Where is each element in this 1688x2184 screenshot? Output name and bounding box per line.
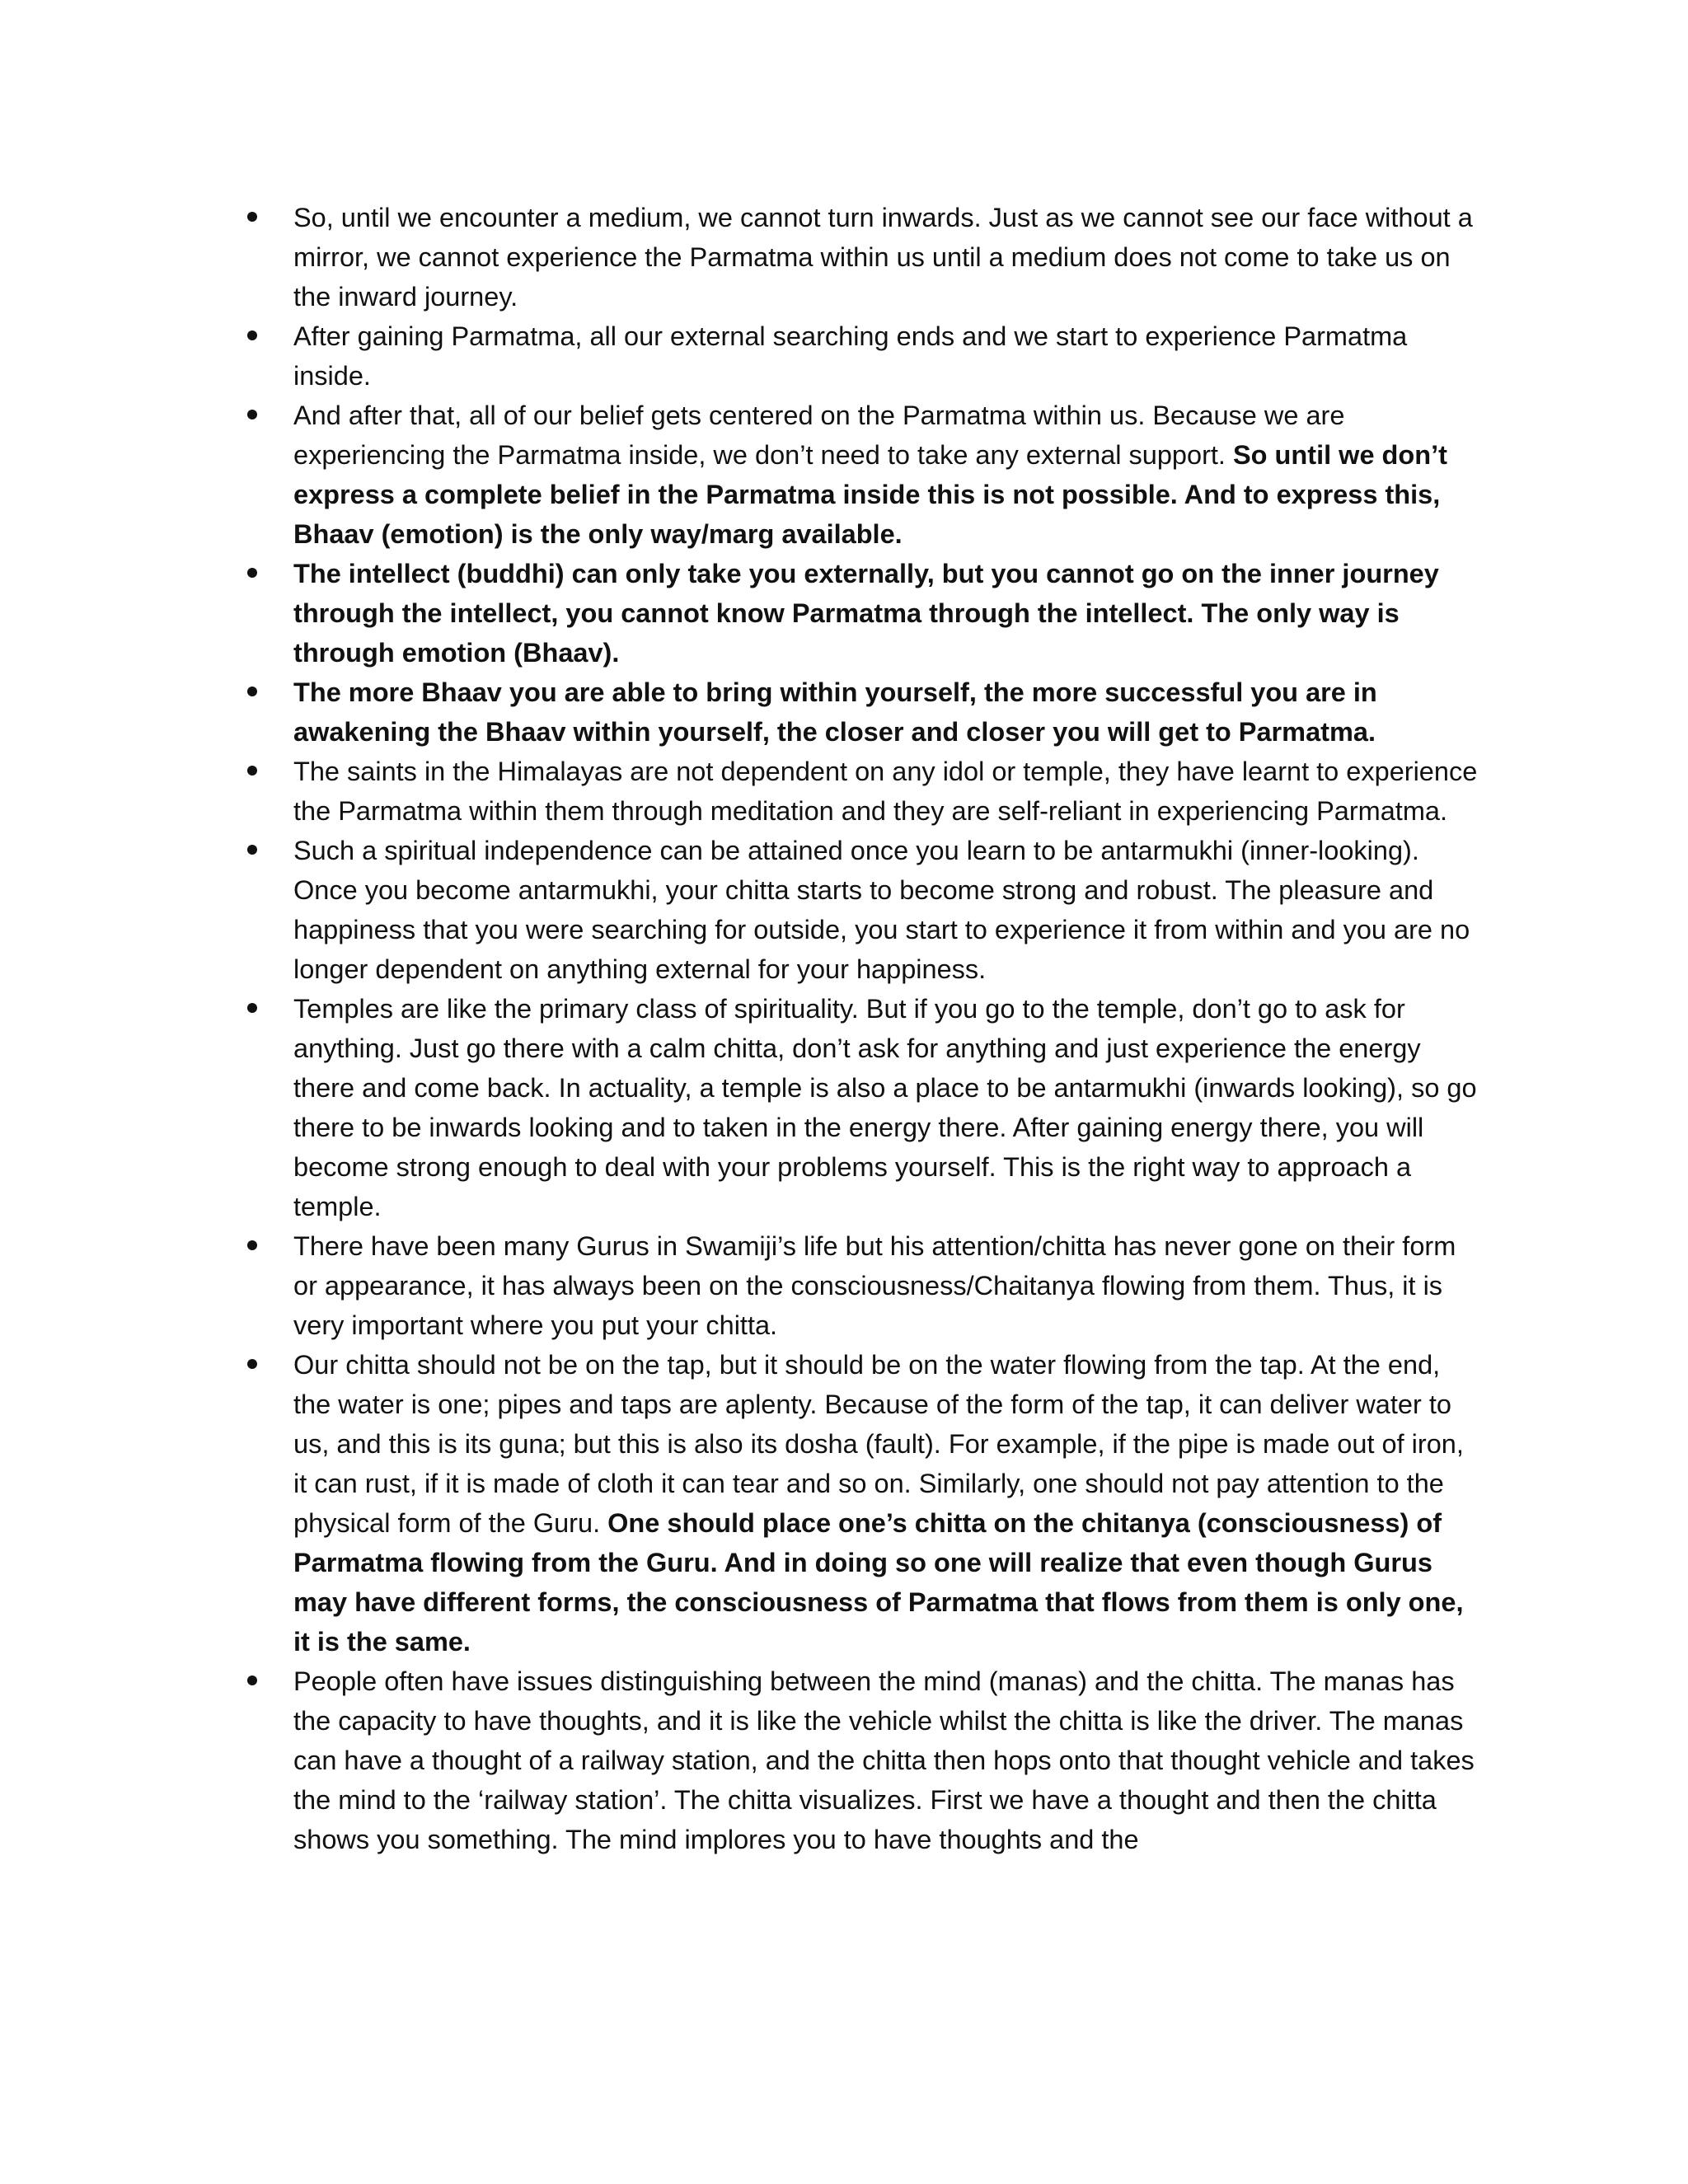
list-item: [247, 1226, 1484, 1345]
list-item-text: [293, 831, 1484, 989]
bullet-icon: [247, 212, 257, 222]
bold-text-run: The more Bhaav you are able to bring within yourself, the more successful you are in awakening the Bhaav within yourself, the closer and closer you will get to Parmatma.: [293, 677, 1377, 747]
bullet-icon: [247, 568, 257, 578]
list-item-text: [293, 1226, 1484, 1345]
text-run: The saints in the Himalayas are not dependent on any idol or temple, they have learnt to experience the Parmatma within them through meditation and they are self-reliant in experiencing Parmatma.: [293, 757, 1478, 826]
text-run: So, until we encounter a medium, we cannot turn inwards. Just as we cannot see our face without a mirror, we cannot experience the Parmatma within us until a medium does not come to take us on the inward journey.: [293, 203, 1473, 312]
text-run: There have been many Gurus in Swamiji’s life but his attention/chitta has never gone on their form or appearance, it has always been on the consciousness/Chaitanya flowing from them. Thus, it is very important where you put your chitta.: [293, 1231, 1456, 1340]
text-run: Such a spiritual independence can be attained once you learn to be antarmukhi (inner-looking). Once you become antarmukhi, your chitta starts to become strong and robust. The pleasure and happiness that you were searching for outside, you start to experience it from within and you are no longer dependent on anything external for your happiness.: [293, 836, 1470, 984]
bullet-icon: [247, 845, 257, 855]
list-item: [247, 198, 1484, 316]
list-item: [247, 1661, 1484, 1859]
text-run: After gaining Parmatma, all our external searching ends and we start to experience Parmatma inside.: [293, 321, 1408, 391]
list-item-text: [293, 752, 1484, 831]
text-run: Our chitta should not be on the tap, but it should be on the water flowing from the tap. At the end, the water is one; pipes and taps are aplenty. Because of the form of the tap, it can deliver water to us, and this is its guna; but this is also its dosha (fault). For example, if the pipe is made out of iron, it can rust, if it is made of cloth it can tear and so on. Similarly, one should not pay attention to the physical form of the Guru.: [293, 1350, 1464, 1538]
bold-text-run: So until we don’t express a complete belief in the Parmatma inside this is not possible. And to express this, Bhaav (emotion) is the only way/marg available.: [293, 440, 1447, 549]
list-item-text: [293, 1345, 1484, 1661]
bullet-icon: [247, 410, 257, 419]
bullet-list: [247, 198, 1484, 1859]
bullet-icon: [247, 687, 257, 696]
list-item: [247, 989, 1484, 1226]
list-item: [247, 396, 1484, 554]
text-run: People often have issues distinguishing between the mind (manas) and the chitta. The manas has the capacity to have thoughts, and it is like the vehicle whilst the chitta is like the driver. The manas can have a thought of a railway station, and the chitta then hops onto that thought vehicle and takes the mind to the ‘railway station’. The chitta visualizes. First we have a thought and then the chitta shows you something. The mind implores you to have thoughts and the: [293, 1666, 1475, 1854]
bullet-icon: [247, 1359, 257, 1369]
list-item-text: [293, 316, 1484, 396]
bold-text-run: One should place one’s chitta on the chitanya (consciousness) of Parmatma flowing from the Guru. And in doing so one will realize that even though Gurus may have different forms, the consciousness of Parmatma that flows from them is only one, it is the same.: [293, 1508, 1464, 1657]
list-item-text: [293, 1661, 1484, 1859]
text-run: Temples are like the primary class of spirituality. But if you go to the temple, don’t go to ask for anything. Just go there with a calm chitta, don’t ask for anything and just experience the energy there and come back. In actuality, a temple is also a place to be antarmukhi (inwards looking), so go there to be inwards looking and to taken in the energy there. After gaining energy there, you will become strong enough to deal with your problems yourself. This is the right way to approach a temple.: [293, 994, 1477, 1221]
bullet-icon: [247, 1240, 257, 1250]
bold-text-run: The intellect (buddhi) can only take you externally, but you cannot go on the inner journey through the intellect, you cannot know Parmatma through the intellect. The only way is through emotion (Bhaav).: [293, 559, 1439, 668]
list-item-text: [293, 198, 1484, 316]
list-item: [247, 673, 1484, 752]
list-item: [247, 316, 1484, 396]
list-item-text: [293, 396, 1484, 554]
list-item: [247, 752, 1484, 831]
bullet-icon: [247, 1675, 257, 1685]
text-run: And after that, all of our belief gets centered on the Parmatma within us. Because we are experiencing the Parmatma inside, we don’t need to take any external support.: [293, 401, 1345, 470]
bullet-icon: [247, 330, 257, 340]
list-item: [247, 1345, 1484, 1661]
bullet-icon: [247, 1003, 257, 1013]
list-item: [247, 831, 1484, 989]
list-item: [247, 554, 1484, 673]
list-item-text: [293, 554, 1484, 673]
list-item-text: [293, 673, 1484, 752]
bullet-icon: [247, 766, 257, 776]
list-item-text: [293, 989, 1484, 1226]
